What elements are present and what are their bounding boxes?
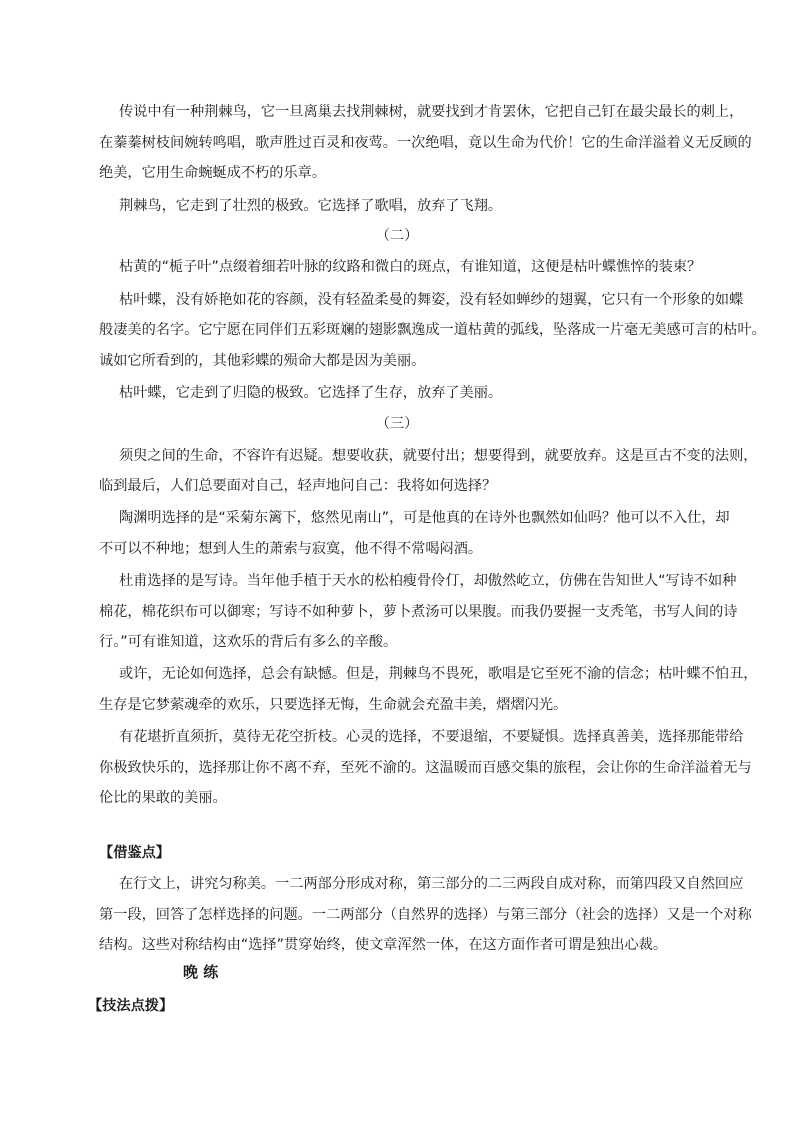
commentary-line: 在行文上，讲究匀称美。一二两部分形成对称，第三部分的二三两段自成对称，而第四段又自然回应 [119, 876, 744, 892]
paragraph-line: 临到最后，人们总要面对自己，轻声地问自己：我将如何选择？ [99, 478, 497, 494]
paragraph-line: 行。”可有谁知道，这欢乐的背后有多么的辛酸。 [99, 634, 398, 650]
paragraph-line: 枯叶蝶，它走到了归隐的极致。它选择了生存，放弃了美丽。 [119, 385, 503, 401]
paragraph-line: 荆棘鸟，它走到了壮烈的极致。它选择了歌唱，放弃了飞翔。 [119, 198, 503, 214]
evening-practice-title: 晚 练 [183, 963, 219, 981]
paragraph-line: 有花堪折直须折，莫待无花空折枝。心灵的选择，不要退缩，不要疑惧。选择真善美，选择那能带给 [119, 729, 744, 745]
paragraph-line: 枯叶蝶，没有娇艳如花的容颜，没有轻盈柔曼的舞姿，没有轻如蝉纱的翅翼，它只有一个形象的如蝶 [119, 292, 744, 308]
tips-title: 【技法点拨】 [88, 998, 174, 1014]
paragraph-line: 在蓁蓁树枝间婉转鸣唱，歌声胜过百灵和夜莺。一次绝唱，竟以生命为代价！它的生命洋溢着义无反顾的 [99, 135, 752, 151]
commentary-line: 结构。这些对称结构由“选择”贯穿始终，使文章浑然一体，在这方面作者可谓是独出心裁。 [99, 937, 668, 953]
paragraph-line: 不可以不种地；想到人生的萧索与寂寞，他不得不常喝闷酒。 [99, 541, 483, 557]
paragraph-line: 诚如它所看到的，其他彩蝶的殒命大都是因为美丽。 [99, 353, 426, 369]
paragraph-line: 棉花，棉花织布可以御寒；写诗不如种萝卜，萝卜煮汤可以果腹。而我仍要握一支秃笔，书写人间的诗 [99, 604, 738, 620]
paragraph-line: 传说中有一种荆棘鸟，它一旦离巢去找荆棘树，就要找到才肯罢休，它把自己钉在最尖最长的刺上， [119, 104, 744, 120]
paragraph-line: 陶渊明选择的是“采菊东篱下，悠然见南山”，可是他真的在诗外也飘然如仙吗？他可以不入仕，却 [119, 510, 730, 526]
paragraph-line: 杜甫选择的是写诗。当年他手植于天水的松柏瘦骨伶仃，却傲然屹立，仿佛在告知世人“写诗不如种 [119, 573, 737, 589]
paragraph-line: 或许，无论如何选择，总会有缺憾。但是，荆棘鸟不畏死，歌唱是它至死不渝的信念；枯叶蝶不怕丑， [119, 666, 758, 682]
paragraph-line: 伦比的果敢的美丽。 [99, 790, 227, 806]
paragraph-line: 枯黄的“栀子叶”点缀着细若叶脉的纹路和微白的斑点，有谁知道，这便是枯叶蝶憔悴的装束？ [119, 259, 702, 275]
paragraph-line: 般凄美的名字。它宁愿在同伴们五彩斑斓的翅影飘逸成一道枯黄的弧线，坠落成一片毫无美感可言的枯叶。 [99, 322, 766, 338]
paragraph-line: 你极致快乐的，选择那让你不离不弃，至死不渝的。这温暖而百感交集的旅程，会让你的生命洋溢着无与 [99, 760, 752, 776]
commentary-line: 第一段，回答了怎样选择的问题。一二两部分（自然界的选择）与第三部分（社会的选择）又是一个对称 [99, 907, 752, 923]
paragraph-line: 生存是它梦萦魂牵的欢乐，只要选择无悔，生命就会充盈丰美，熠熠闪光。 [99, 697, 568, 713]
section-heading-2: （二） [375, 228, 419, 244]
paragraph-line: 须臾之间的生命，不容许有迟疑。想要收获，就要付出；想要得到，就要放弃。这是亘古不变的法则， [119, 448, 758, 464]
paragraph-line: 绝美，它用生命蜿蜒成不朽的乐章。 [99, 165, 327, 181]
commentary-title: 【借鉴点】 [99, 845, 170, 861]
section-heading-3: （三） [375, 416, 419, 432]
